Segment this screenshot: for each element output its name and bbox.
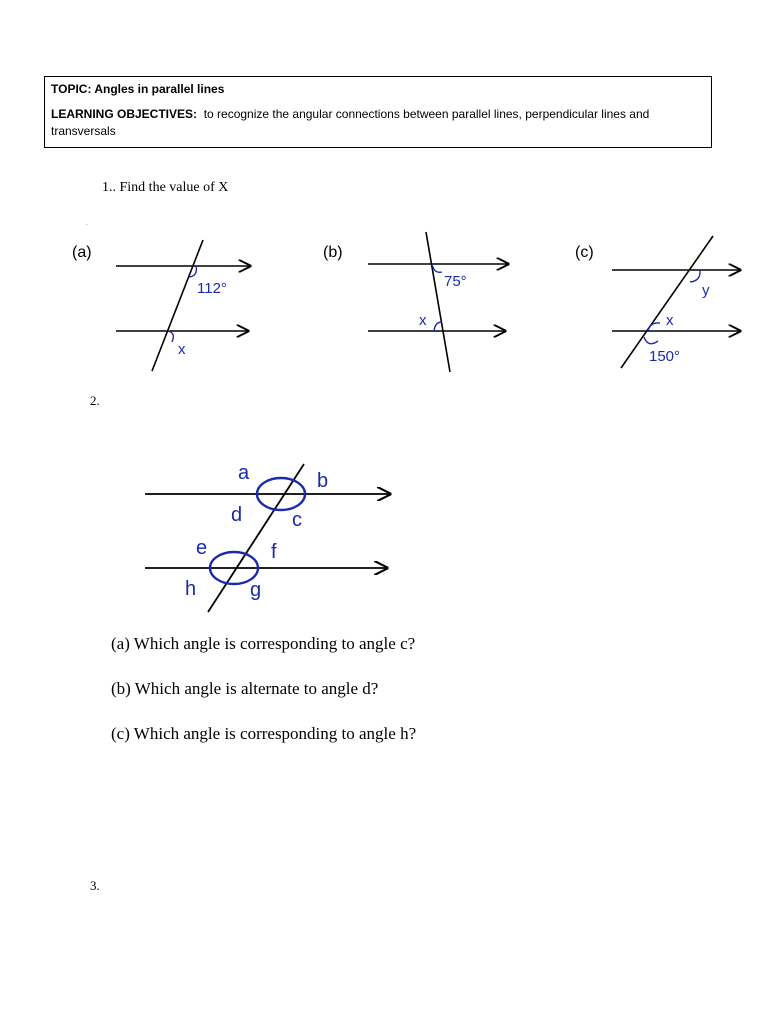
figure-c-unknown: x bbox=[666, 312, 674, 329]
q2-subquestion-c: (c) Which angle is corresponding to angle h? bbox=[111, 724, 417, 743]
figure-c-angle-value: 150° bbox=[649, 348, 681, 365]
objectives-label: LEARNING OBJECTIVES: bbox=[51, 107, 198, 121]
question-2-number: 2. bbox=[90, 393, 100, 408]
figure-a-angle-arc-x bbox=[168, 331, 173, 342]
angle-label-c: c bbox=[292, 509, 302, 531]
question-1-prompt: 1.. Find the value of X bbox=[102, 180, 229, 195]
figure-c-angle-arc-x bbox=[648, 323, 660, 331]
angle-label-b: b bbox=[317, 470, 329, 492]
figure-b-label: (b) bbox=[323, 244, 343, 261]
figure-a-unknown: x bbox=[178, 341, 186, 358]
q2-subquestion-b: (b) Which angle is alternate to angle d? bbox=[111, 679, 379, 698]
figure-b bbox=[323, 232, 508, 372]
q2-subquestion-a: (a) Which angle is corresponding to angle c? bbox=[111, 634, 416, 653]
angle-label-a: a bbox=[238, 462, 250, 484]
figure-b-unknown: x bbox=[419, 312, 427, 329]
question-3-number: 3. bbox=[90, 878, 100, 893]
figure-c-angle-arc-150 bbox=[644, 337, 658, 344]
objectives-text: to recognize the angular connections between parallel lines, perpendicular lines and transversals bbox=[51, 107, 650, 138]
figure-c-angle-arc-y bbox=[690, 270, 700, 282]
angle-label-e: e bbox=[196, 537, 208, 559]
figure-c bbox=[575, 236, 740, 368]
figure-a-label: (a) bbox=[72, 244, 92, 261]
figure-a bbox=[72, 240, 250, 371]
figure-b-angle-arc-x bbox=[434, 322, 442, 331]
figure-c-label: (c) bbox=[575, 244, 594, 261]
angle-label-d: d bbox=[231, 504, 243, 526]
angle-label-g: g bbox=[250, 579, 262, 601]
angle-label-h: h bbox=[185, 578, 197, 600]
stray-marker: . bbox=[86, 218, 88, 227]
figure-b-angle-value: 75° bbox=[444, 273, 467, 290]
angle-label-f: f bbox=[271, 541, 277, 563]
topic-title: TOPIC: Angles in parallel lines bbox=[51, 82, 225, 96]
question-2-diagram bbox=[145, 462, 390, 612]
figure-c-other-unknown: y bbox=[702, 282, 710, 299]
figure-b-transversal bbox=[426, 232, 450, 372]
figure-a-angle-value: 112° bbox=[197, 280, 227, 297]
